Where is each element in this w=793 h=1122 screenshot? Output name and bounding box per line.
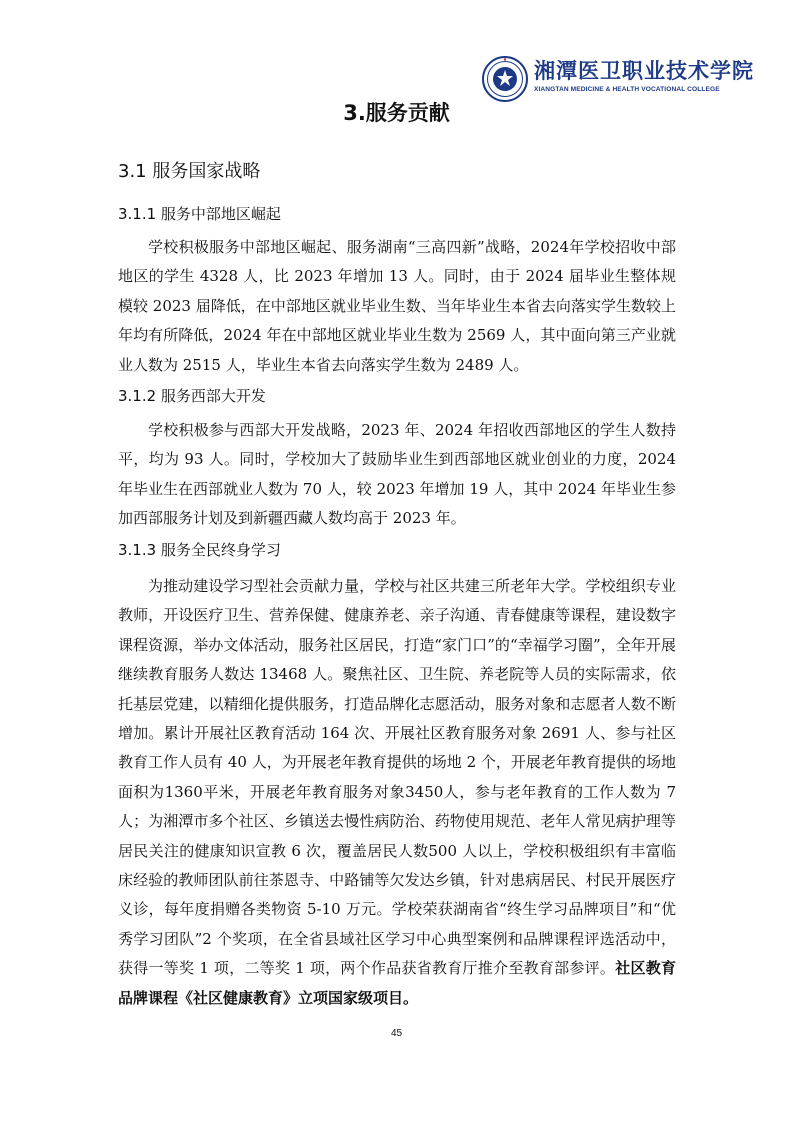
- chapter-title: 3.服务贡献: [343, 101, 450, 125]
- college-name-english: XIANGTAN MEDICINE & HEALTH VOCATIONAL COLLEGE: [534, 86, 720, 93]
- paragraph-lifelong-text: 为推动建设学习型社会贡献力量，学校与社区共建三所老年大学。学校组织专业教师，开设医疗卫生、营养保健、健康养老、亲子沟通、青春健康等课程，建设数字课程资源，举办文体活动，服务社区居民，打造“家门口”的“幸福学习圈”，全年开展继续教育服务人数达 13468 人。聚焦社区、卫生院、养老院等人员的实际需求，依托基层党建，以精细化提供服务，打造品牌化志愿活动，服务对象和志愿者人数不断增加。累计开展社区教育活动 164 次、开展社区教育服务对象 2691 人、参与社区教育工作人员有 40 人，为开展老年教育提供的场地 2 个，开展老年教育提供的场地面积为1360平米，开展老年教育服务对象3450人，参与老年教育的工作人数为 7 人；为湘潭市多个社区、乡镇送去慢性病防治、药物使用规范、老年人常见病护理等居民关注的健康知识宣教 6 次，覆盖居民人数500 人以上，学校积极组织有丰富临床经验的教师团队前往茶恩寺、中路铺等欠发达乡镇，针对患病居民、村民开展医疗义诊，每年度捐赠各类物资 5-10 万元。学校荣获湖南省“终生学习品牌项目”和“优秀学习团队”2 个奖项，在全省县域社区学习中心典型案例和品牌课程评选活动中，获得一等奖 1 项，二等奖 1 项，两个作品获省教育厅推介至教育部参评。: [118, 577, 676, 978]
- college-name-calligraphy: 湘潭医卫职业技术学院: [534, 58, 754, 83]
- page-number: 45: [390, 1028, 403, 1039]
- subsection-heading-western: 3.1.2 服务西部大开发: [118, 387, 266, 405]
- paragraph-central-region: 学校积极服务中部地区崛起、服务湖南“三高四新”战略，2024年学校招收中部地区的学生 4328 人，比 2023 年增加 13 人。同时，由于 2024 届毕业生整体规模较 2023 届降低，在中部地区就业毕业生数、当年毕业生本省去向落实学生数较上年均有所降低，2024 年在中部地区就业毕业生数为 2569 人，其中面向第三产业就业人数为 2515 人，毕业生本省去向落实学生数为 2489 人。: [118, 238, 676, 374]
- subsection-heading-central: 3.1.1 服务中部地区崛起: [118, 205, 281, 223]
- subsection-heading-lifelong: 3.1.3 服务全民终身学习: [118, 541, 281, 559]
- college-seal-icon: [482, 56, 528, 102]
- section-heading: 3.1 服务国家战略: [118, 161, 261, 182]
- paragraph-lifelong-learning: [118, 572, 676, 1013]
- paragraph-western-development: 学校积极参与西部大开发战略，2023 年、2024 年招收西部地区的学生人数持平，均为 93 人。同时，学校加大了鼓励毕业生到西部地区就业创业的力度，2024 年毕业生在西部就业人数为 70 人，较 2023 年增加 19 人，其中 2024 年毕业生参加西部服务计划及到新疆西藏人数均高于 2023 年。: [118, 421, 676, 528]
- paragraph-lifelong-bold: 社区教育品牌课程《社区健康教育》立项国家级项目。: [118, 959, 676, 1007]
